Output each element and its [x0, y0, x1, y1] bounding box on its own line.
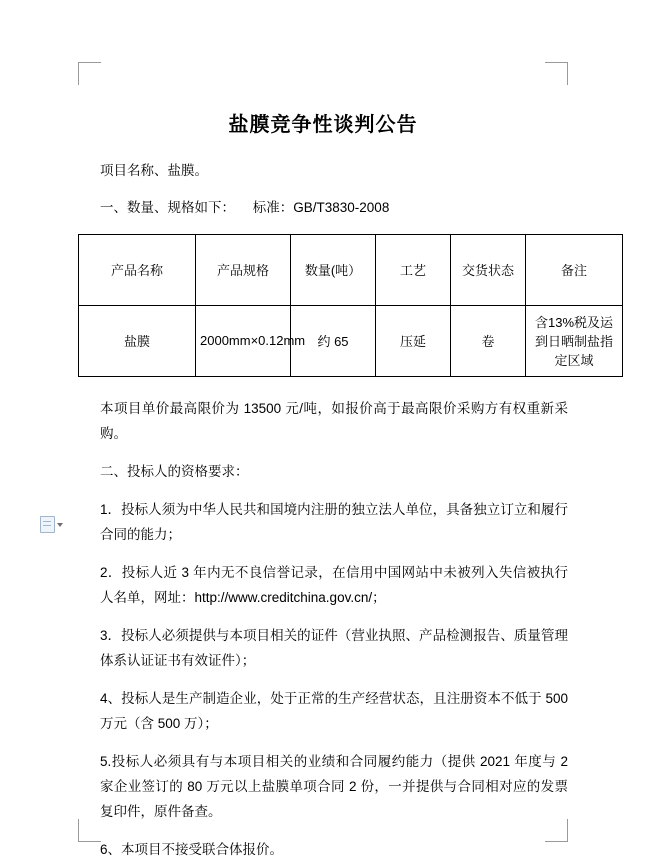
table-body — [79, 305, 623, 376]
table-cell-delivery-state: 卷 — [451, 305, 526, 376]
document-comment-icon[interactable] — [40, 516, 63, 533]
table-header-row — [79, 234, 623, 305]
paragraph-qualification-heading: 二、投标人的资格要求： — [100, 463, 249, 479]
table-header-cell: 产品名称 — [79, 234, 196, 305]
table-cell-product-spec: 2000mm×0.12mm — [196, 305, 291, 376]
table-cell-product-name: 盐膜 — [79, 305, 196, 376]
table-header — [79, 234, 623, 305]
body-paragraphs — [78, 397, 568, 863]
project-name-line: 项目名称、盐膜。 — [100, 163, 208, 178]
table-header-cell: 备注 — [526, 234, 623, 305]
page-title: 盐膜竞争性谈判公告 — [228, 114, 418, 136]
crop-mark-top-left — [78, 62, 101, 85]
paragraph-requirement-1: 1．投标人须为中华人民共和国境内注册的独立法人单位，具备独立订立和履行合同的能力； — [100, 501, 568, 542]
document-glyph-icon — [40, 516, 55, 533]
quantity-spec-line — [78, 196, 568, 216]
paragraph-requirement-6: 6、本项目不接受联合体报价。 — [100, 841, 284, 857]
standard-label: 标准：GB/T3830-2008 — [252, 199, 390, 215]
crop-mark-top-right — [545, 62, 568, 85]
paragraph-requirement-5: 5.投标人必须具有与本项目相关的业绩和合同履约能力（提供 2021 年度与 2 家企业签订的 80 万元以上盐膜单项合同 2 份，一并提供与合同相对应的发票复印件，原件备查。 — [100, 753, 568, 819]
paragraph-price-cap: 本项目单价最高限价为 13500 元/吨，如报价高于最高限价采购方有权重新采购。 — [100, 400, 568, 441]
table-header-cell: 数量(吨） — [291, 234, 376, 305]
quantity-heading: 一、数量、规格如下： — [100, 199, 235, 215]
table-row — [79, 305, 623, 376]
table-header-cell: 交货状态 — [451, 234, 526, 305]
table-header-cell: 产品规格 — [196, 234, 291, 305]
chevron-down-icon — [57, 523, 63, 527]
goods-table — [78, 234, 623, 377]
paragraph-requirement-4: 4、投标人是生产制造企业，处于正常的生产经营状态，且注册资本不低于 500 万元（含 500 万）； — [100, 690, 568, 731]
table-cell-process: 压延 — [376, 305, 451, 376]
table-cell-remark: 含13%税及运到日晒制盐指定区域 — [526, 305, 623, 376]
paragraph-requirement-2: 2．投标人近 3 年内无不良信誉记录，在信用中国网站中未被列入失信被执行人名单，网址：http://www.creditchina.gov.cn/； — [100, 564, 568, 605]
table-cell-quantity: 约 65 — [291, 305, 376, 376]
table-header-cell: 工艺 — [376, 234, 451, 305]
document-content — [78, 90, 614, 868]
paragraph-requirement-3: 3．投标人必须提供与本项目相关的证件（营业执照、产品检测报告、质量管理体系认证证书有效证件）； — [100, 627, 568, 668]
